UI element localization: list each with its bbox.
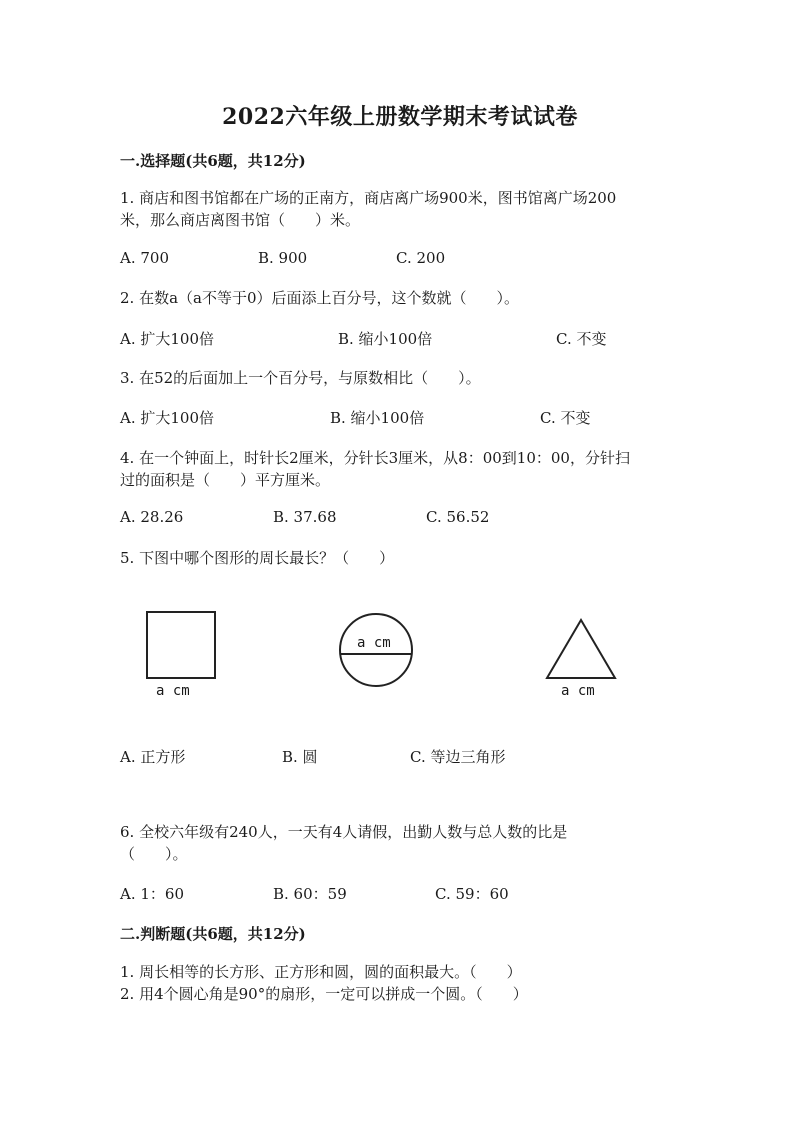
question-2-option-c: C. 不变	[556, 330, 607, 348]
question-4-line-1: 4. 在一个钟面上，时针长2厘米，分针长3厘米，从8：00到10：00，分针扫	[120, 449, 630, 467]
question-2-option-a: A. 扩大100倍	[120, 330, 214, 348]
question-1-option-a: A. 700	[120, 249, 169, 267]
figure-shapes	[0, 590, 800, 710]
question-1-option-b: B. 900	[258, 249, 308, 267]
question-4-line-2: 过的面积是（ ）平方厘米。	[120, 471, 331, 489]
question-1-line-2: 米，那么商店离图书馆（ ）米。	[120, 211, 361, 229]
question-5-option-a: A. 正方形	[120, 748, 186, 766]
question-1-option-c: C. 200	[396, 249, 446, 267]
judge-question-1: 1. 周长相等的长方形、正方形和圆，圆的面积最大。（ ）	[120, 963, 522, 981]
square-shape	[147, 612, 215, 678]
question-5-line-1: 5. 下图中哪个图形的周长最长？（ ）	[120, 549, 395, 567]
question-6-line-2: （ ）。	[120, 845, 188, 863]
question-6-option-c: C. 59：60	[435, 885, 509, 903]
triangle-shape	[547, 620, 615, 678]
triangle-side-label: a cm	[561, 683, 595, 699]
question-2-line-1: 2. 在数a（a不等于0）后面添上百分号，这个数就（ ）。	[120, 289, 520, 307]
question-3-option-a: A. 扩大100倍	[120, 409, 214, 427]
square-side-label: a cm	[156, 683, 190, 699]
question-6-option-a: A. 1：60	[120, 885, 184, 903]
question-3-line-1: 3. 在52的后面加上一个百分号，与原数相比（ ）。	[120, 369, 481, 387]
circle-diameter-label: a cm	[357, 635, 391, 651]
section-1-heading: 一.选择题(共6题，共12分)	[120, 152, 306, 170]
question-3-option-b: B. 缩小100倍	[330, 409, 425, 427]
question-1-line-1: 1. 商店和图书馆都在广场的正南方，商店离广场900米，图书馆离广场200	[120, 189, 617, 207]
section-2-heading: 二.判断题(共6题，共12分)	[120, 925, 306, 943]
question-4-option-a: A. 28.26	[120, 508, 184, 526]
page-title: 2022六年级上册数学期末考试试卷	[222, 104, 578, 130]
question-4-option-c: C. 56.52	[426, 508, 490, 526]
question-5-option-b: B. 圆	[282, 748, 318, 766]
question-6-option-b: B. 60：59	[273, 885, 347, 903]
question-2-option-b: B. 缩小100倍	[338, 330, 433, 348]
question-6-line-1: 6. 全校六年级有240人，一天有4人请假，出勤人数与总人数的比是	[120, 823, 568, 841]
question-3-option-c: C. 不变	[540, 409, 591, 427]
question-4-option-b: B. 37.68	[273, 508, 337, 526]
judge-question-2: 2. 用4个圆心角是90°的扇形，一定可以拼成一个圆。（ ）	[120, 985, 528, 1003]
question-5-option-c: C. 等边三角形	[410, 748, 506, 766]
